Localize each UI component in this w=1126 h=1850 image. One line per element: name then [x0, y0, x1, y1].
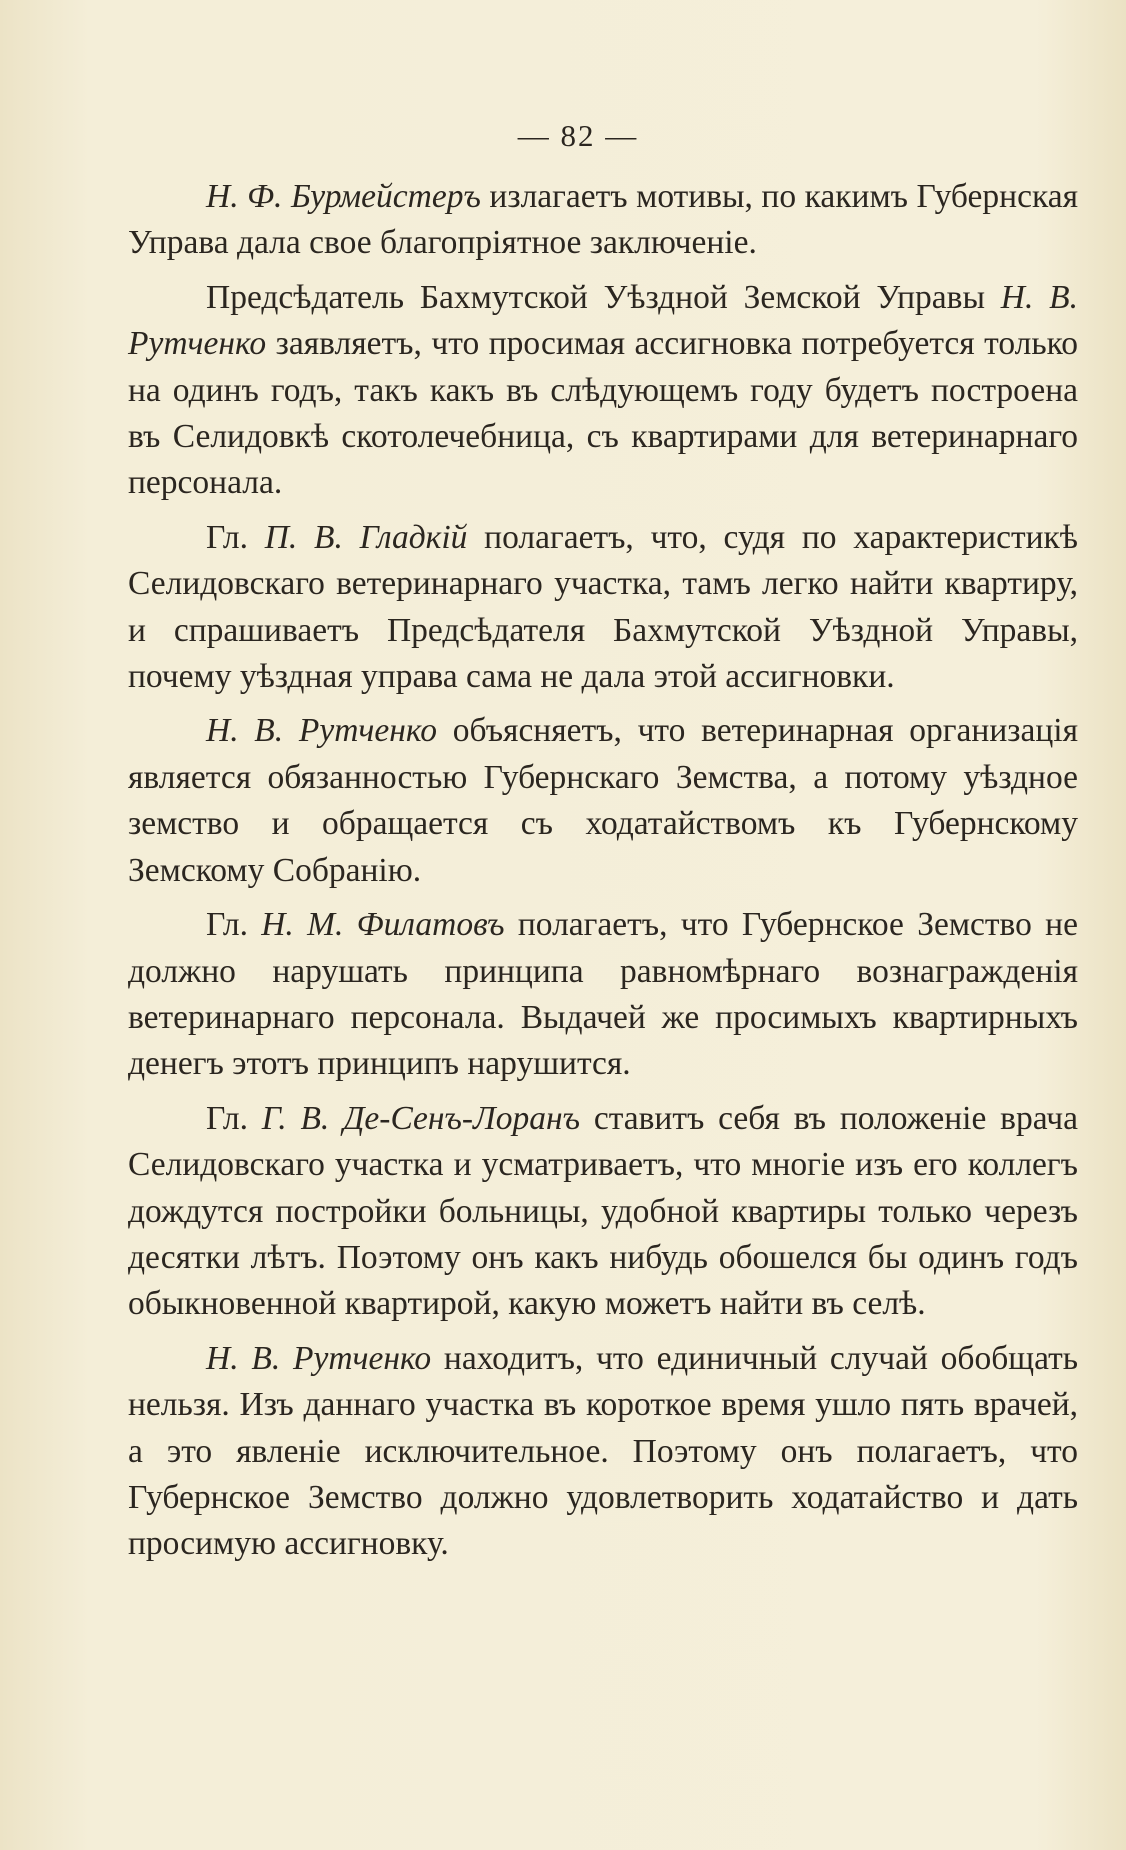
paragraph-burmeister — [128, 174, 1078, 275]
paragraph-rutchenko-3 — [128, 1336, 1078, 1576]
speaker-name: Н. В. Рутченко — [206, 712, 438, 750]
paragraph-prefix: Предсѣдатель Бахмутской Уѣздной Земской Управы — [206, 278, 1001, 316]
paragraph-text: излагаетъ мотивы, по какимъ Губернская Управа дала свое благопріятное заключеніе. — [128, 178, 1078, 262]
paragraph-gladkiy — [128, 515, 1078, 709]
paragraph-text: полагаетъ, что, судя по характеристикѣ Селидовскаго ветеринарнаго участка, тамъ легко найти квартиру, и спрашиваетъ Предсѣдателя Бахмутской Уѣздной Управы, почему уѣздная управа сама не дала этой ассигновки. — [128, 518, 1078, 696]
speaker-name: Г. В. Де-Сенъ-Лоранъ — [261, 1099, 581, 1137]
speaker-name: Н. В. Рутченко — [128, 278, 1078, 363]
paragraph-text: полагаетъ, что Губернское Земство не должно нарушать принципа равномѣрнаго вознагражденія ветеринарнаго персонала. Выдачей же просимыхъ квартирныхъ денегъ этотъ принципъ нарушится. — [128, 906, 1078, 1083]
paragraph-filatov — [128, 902, 1078, 1096]
speaker-name: Н. М. Филатовъ — [261, 906, 505, 944]
paragraph-text: ставитъ себя въ положеніе врача Селидовскаго участка и усматриваетъ, что многіе изъ его коллегъ дождутся постройки больницы, удобной квартиры только черезъ десятки лѣтъ. Поэтому онъ какъ нибудь обошелся бы одинъ годъ обыкновенной квартирой, какую можетъ найти въ селѣ. — [128, 1099, 1078, 1323]
paragraph-text: объясняетъ, что ветеринарная организація является обязанностью Губернскаго Земства, а потому уѣздное земство и обращается съ ходатайствомъ къ Губернскому Земскому Собранію. — [128, 712, 1078, 889]
paragraph-prefix: Гл. — [206, 518, 265, 556]
page-number: — 82 — — [517, 118, 639, 153]
paragraph-text: заявляетъ, что просимая ассигновка потребуется только на одинъ годъ, такъ какъ въ слѣдующемъ году будетъ построена въ Селидовкѣ скотолечебница, съ квартирами для ветеринарнаго персонала. — [128, 325, 1078, 502]
paragraph-rutchenko-2 — [128, 708, 1078, 902]
paragraph-prefix: Гл. — [206, 1099, 262, 1137]
speaker-name: Н. В. Рутченко — [206, 1339, 432, 1377]
speaker-name: Н. Ф. Бурмейстеръ — [206, 178, 481, 215]
speaker-name: П. В. Гладкій — [264, 518, 468, 556]
paragraph-text: находитъ, что единичный случай обобщать нельзя. Изъ даннаго участка въ короткое время ушло пять врачей, а это явленіе исключительное. Поэтому онъ полагаетъ, что Губернское Земство должно удовлетворить ходатайство и дать просимую ассигновку. — [128, 1339, 1078, 1563]
paragraph-rutchenko-1 — [128, 275, 1078, 515]
paragraph-de-sen-loran — [128, 1096, 1078, 1336]
paragraph-prefix: Гл. — [206, 906, 262, 944]
